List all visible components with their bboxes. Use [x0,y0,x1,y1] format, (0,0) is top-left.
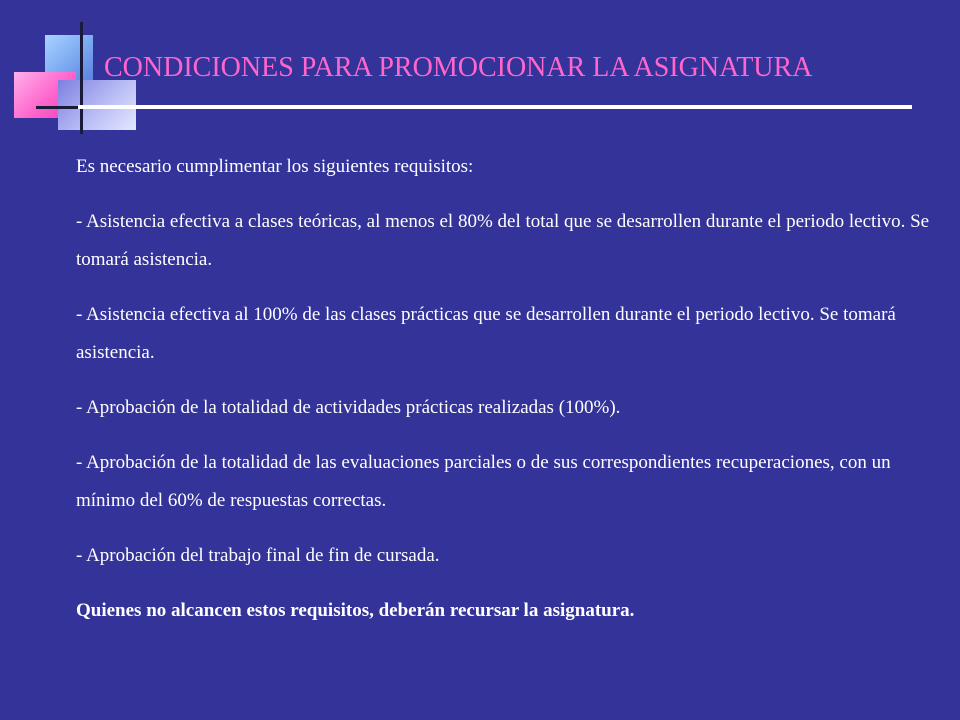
requirement-item: - Aprobación de la totalidad de las evaluaciones parciales o de sus correspondientes recuperaciones, con un mínimo del 60% de respuestas correctas. [76,452,891,511]
requirement-item: - Asistencia efectiva a clases teóricas, al menos el 80% del total que se desarrollen durante el periodo lectivo. Se tomará asistencia. [76,211,930,270]
requirement-item: - Aprobación del trabajo final de fin de cursada. [76,545,440,566]
vertical-line-decoration [80,22,83,134]
slide-title: CONDICIONES PARA PROMOCIONAR LA ASIGNATURA [104,52,813,83]
title-underline [78,105,912,109]
intro-text: Es necesario cumplimentar los siguientes requisitos: [76,156,474,177]
conclusion-text: Quienes no alcancen estos requisitos, deberán recursar la asignatura. [76,600,635,621]
requirement-item: - Asistencia efectiva al 100% de las clases prácticas que se desarrollen durante el periodo lectivo. Se tomará asistencia. [76,304,896,363]
slide-body [76,148,936,630]
requirement-item: - Aprobación de la totalidad de actividades prácticas realizadas (100%). [76,397,621,418]
